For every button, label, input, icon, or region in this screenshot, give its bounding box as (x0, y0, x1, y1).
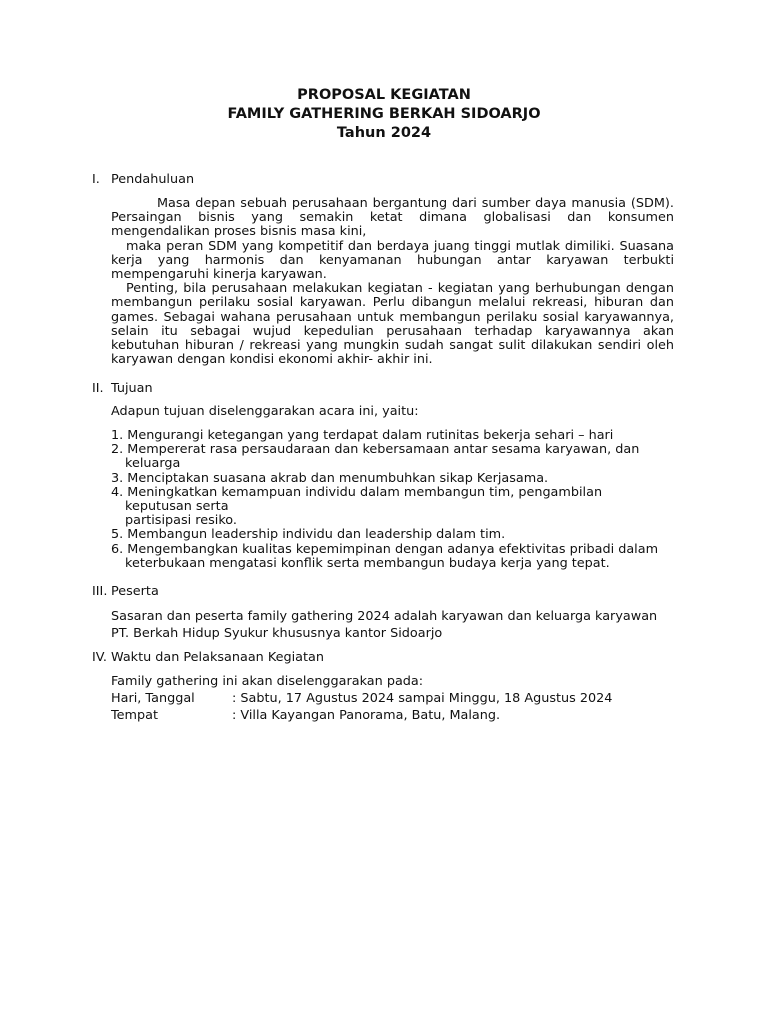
objective-1: 1. Mengurangi ketegangan yang terdapat dalam rutinitas bekerja sehari – hari (111, 428, 614, 443)
section-1-number: I. (92, 172, 100, 187)
section-3-heading (92, 584, 159, 600)
section-2-title: Tujuan (111, 381, 153, 396)
place-label: Tempat (111, 708, 158, 723)
date-label: Hari, Tanggal (111, 691, 195, 706)
section-2-heading (92, 381, 153, 397)
paragraph-2: Penting, bila perusahaan melakukan kegiatan - kegiatan yang berhubungan dengan membangun perilaku sosial karyawan. Perlu dibangun melalui rekreasi, hiburan dan games. Sebagai wahana perusahaan untuk membangun perilaku sosial karyawannya, selain itu sebagai wujud kepedulian perusahaan terhadap karyawannya akan kebutuhan hiburan / rekreasi yang mungkin sudah sangat sulit dilakukan sendiri oleh karyawan dengan kondisi ekonomi akhir- akhir ini. (111, 281, 674, 368)
participants-line-2: PT. Berkah Hidup Syukur khususnya kantor Sidoarjo (111, 626, 443, 641)
schedule-intro: Family gathering ini akan diselenggarakan pada: (111, 674, 424, 689)
objective-6: 6. Mengembangkan kualitas kepemimpinan dengan adanya efektivitas pribadi dalam (111, 541, 659, 557)
section-1-heading (92, 172, 194, 188)
objective-3: 3. Menciptakan suasana akrab dan menumbuhkan sikap Kerjasama. (111, 470, 549, 486)
objective-4: 4. Meningkatkan kemampuan individu dalam membangun tim, pengambilan (111, 484, 603, 500)
section-2-number: II. (92, 381, 104, 396)
paragraph-1a: Masa depan sebuah perusahaan bergantung dari sumber daya manusia (SDM). Persaingan bisnis yang semakin ketat dimana globalisasi dan konsumen mengendalikan proses bisnis masa kini, (111, 196, 674, 240)
date-value: : Sabtu, 17 Agustus 2024 sampai Minggu, 18 Agustus 2024 (232, 691, 613, 706)
section-4-number: IV. (92, 650, 107, 665)
objectives-list (111, 429, 674, 571)
section-2-intro: Adapun tujuan diselenggarakan acara ini, yaitu: (111, 404, 419, 419)
list-item (111, 528, 674, 542)
section-1-title: Pendahuluan (111, 172, 195, 187)
section-4-heading (92, 650, 324, 666)
objective-4-cont-1: keputusan serta (125, 499, 229, 515)
list-item (111, 486, 674, 529)
place-row (111, 707, 674, 724)
date-row (111, 690, 674, 707)
document-title (0, 86, 768, 143)
objective-2: 2. Mempererat rasa persaudaraan dan kebersamaan antar sesama karyawan, dan (111, 442, 640, 458)
section-4-body (111, 673, 674, 724)
section-3-title: Peserta (111, 584, 159, 599)
list-item (111, 443, 674, 471)
objective-2-cont: keluarga (125, 456, 181, 472)
list-item (111, 429, 674, 443)
title-line-3: Tahun 2024 (336, 125, 432, 141)
title-line-2: FAMILY GATHERING BERKAH SIDOARJO (227, 106, 541, 122)
section-4-title: Waktu dan Pelaksanaan Kegiatan (111, 650, 324, 665)
list-item (111, 472, 674, 486)
objective-4-cont-2: partisipasi resiko. (125, 513, 237, 529)
objective-6-cont: keterbukaan mengatasi konflik serta membangun budaya kerja yang tepat. (125, 555, 610, 571)
section-3-body (111, 608, 674, 642)
objective-5: 5. Membangun leadership individu dan leadership dalam tim. (111, 527, 506, 543)
participants-line-1: Sasaran dan peserta family gathering 2024 adalah karyawan dan keluarga karyawan (111, 609, 658, 624)
place-value: : Villa Kayangan Panorama, Batu, Malang. (232, 708, 501, 723)
section-3-number: III. (92, 584, 108, 599)
list-item (111, 543, 674, 571)
section-1-body (111, 197, 674, 367)
title-line-1: PROPOSAL KEGIATAN (297, 87, 471, 103)
paragraph-1b: maka peran SDM yang kompetitif dan berdaya juang tinggi mutlak dimiliki. Suasana kerja yang harmonis dan kenyamanan hubungan antar karyawan terbukti mempengaruhi kinerja karyawan. (111, 238, 674, 283)
